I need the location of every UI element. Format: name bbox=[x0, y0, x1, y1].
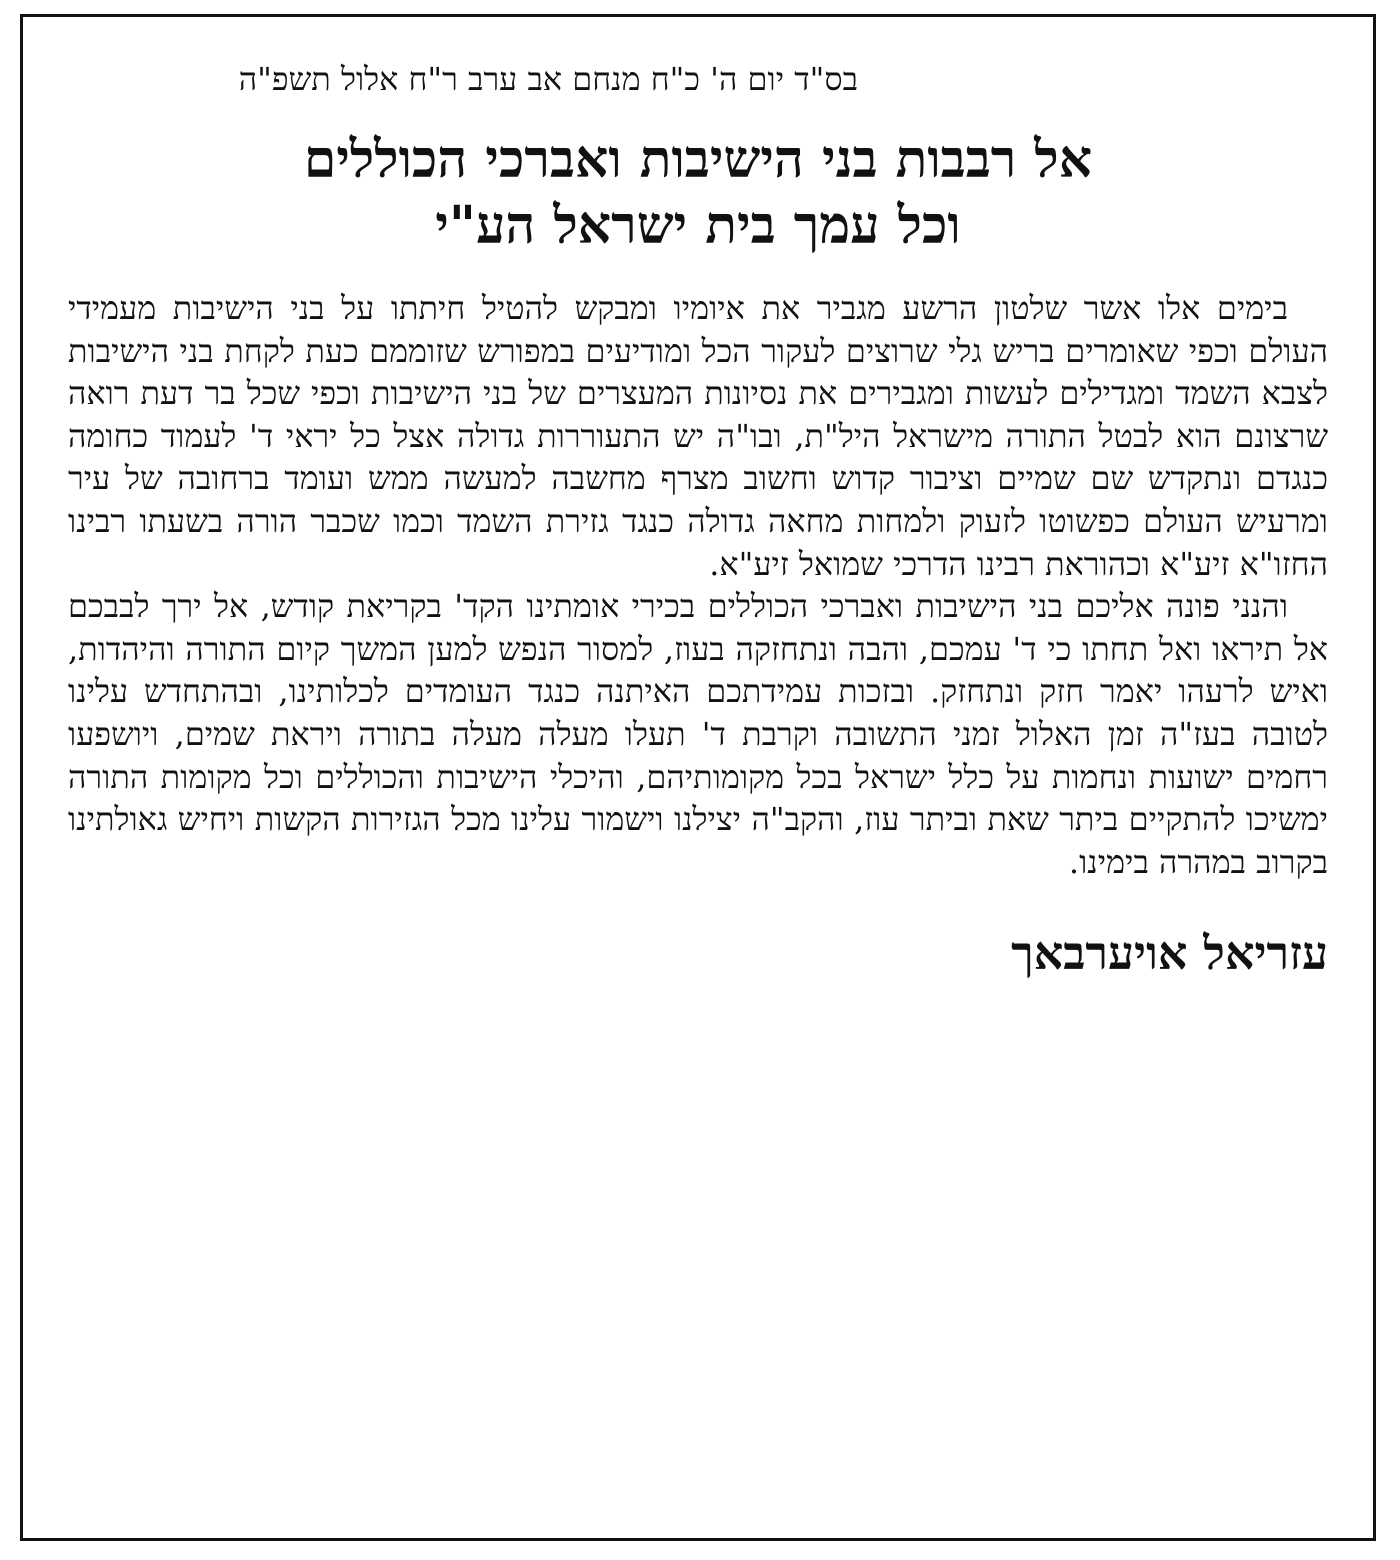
headline-line-1: אל רבבות בני הישיבות ואברכי הכוללים bbox=[303, 129, 1093, 190]
date-line: בס"ד יום ה' כ"ח מנחם אב ערב ר"ח אלול תשפ"ה bbox=[238, 60, 858, 98]
document-frame bbox=[20, 14, 1376, 1541]
document-content bbox=[68, 57, 1328, 981]
paragraph-2: והנני פונה אליכם בני הישיבות ואברכי הכוללים בכירי אומתינו הקד' בקריאת קודש, אל ירך לבבכם אל תיראו ואל תחתו כי ד' עמכם, והבה ונתחזקה בעוז, למסור הנפש למען המשך קיום התורה והיהדות, ואיש לרעהו יאמר חזק ונתחזק. ובזכות עמידתכם האיתנה כנגד העומדים לכלותינו, ובהתחדש עלינו לטובה בעז"ה זמן האלול זמני התשובה וקרבת ד' תעלו מעלה מעלה בתורה ויראת שמים, ויושפעו רחמים ישועות ונחמות על כלל ישראל בכל מקומותיהם, והיכלי הישיבות והכוללים וכל מקומות התורה ימשיכו להתקיים ביתר שאת וביתר עוז, והקב"ה יצילנו וישמור עלינו מכל הגזירות הקשות ויחיש גאולתינו בקרוב במהרה בימינו. bbox=[68, 587, 1328, 881]
signature: עזריאל אויערבאך bbox=[1011, 926, 1328, 981]
letter-body bbox=[68, 287, 1328, 883]
headline-line-2: וכל עמך בית ישראל הע"י bbox=[435, 195, 961, 256]
paragraph-1: בימים אלו אשר שלטון הרשע מגביר את איומיו ומבקש להטיל חיתתו על בני הישיבות מעמידי העולם וכפי שאומרים בריש גלי שרוצים לעקור הכל ומודיעים במפורש שזוממם כעת לקחת בני הישיבות לצבא השמד ומגדילים לעשות ומגבירים את נסיונות המעצרים של בני הישיבות וכפי שכל בר דעת רואה שרצונם הוא לבטל התורה מישראל היל"ת, ובו"ה יש התעוררות גדולה אצל כל יראי ד' לעמוד כחומה כנגדם ונתקדש שם שמיים וציבור קדוש וחשוב מצרף מחשבה למעשה ממש ועומד ברחובה של עיר ומרעיש העולם כפשוטו לזעוק ולמחות מחאה גדולה כנגד גזירת השמד וכמו שכבר הורה בשעתו רבינו החזו"א זיע"א וכהוראת רבינו הדרכי שמואל זיע"א. bbox=[68, 289, 1329, 583]
headline bbox=[68, 127, 1328, 259]
